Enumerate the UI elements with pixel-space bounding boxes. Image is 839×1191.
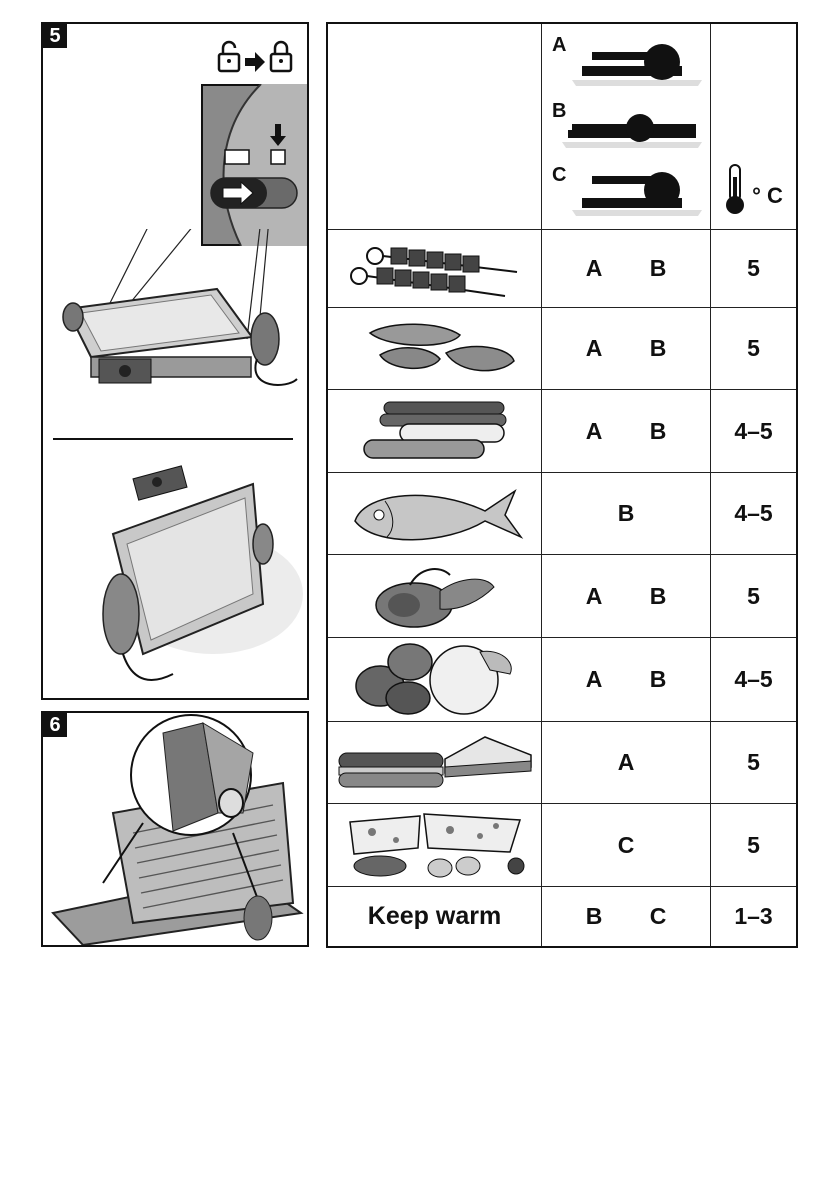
position-label-c: C bbox=[552, 164, 567, 186]
grill-open-flat-illustration bbox=[47, 229, 307, 409]
temperature-setting: 4–5 bbox=[710, 638, 796, 721]
grill-removable-plate-illustration bbox=[43, 713, 307, 945]
position-value: B bbox=[649, 255, 667, 281]
sausage-icon bbox=[360, 398, 510, 464]
header-empty-cell bbox=[328, 24, 541, 229]
divider-line bbox=[53, 438, 293, 440]
unlock-to-lock-icon bbox=[215, 40, 295, 74]
header-positions-cell bbox=[541, 24, 710, 229]
position-value: A bbox=[541, 722, 710, 803]
position-value: B bbox=[649, 582, 667, 609]
sandwich-icon bbox=[335, 733, 535, 793]
grill-settings-table bbox=[326, 22, 798, 948]
table-row bbox=[328, 389, 796, 472]
grill-position-c-icon bbox=[572, 172, 702, 216]
grill-position-b-icon bbox=[562, 108, 702, 148]
temperature-setting: 1–3 bbox=[710, 887, 796, 946]
table-row bbox=[328, 472, 796, 554]
position-value: C bbox=[649, 903, 667, 929]
position-value: A bbox=[585, 255, 603, 281]
table-row bbox=[328, 721, 796, 803]
temperature-setting: 4–5 bbox=[710, 473, 796, 554]
figure-6-panel bbox=[41, 711, 309, 947]
table-row bbox=[328, 637, 796, 721]
vegetables-icon bbox=[350, 642, 520, 718]
kebab-skewers-icon bbox=[345, 236, 525, 302]
table-row bbox=[328, 886, 796, 946]
position-label-a: A bbox=[552, 34, 567, 56]
steak-icon bbox=[350, 319, 520, 379]
position-value: B bbox=[541, 473, 710, 554]
fish-icon bbox=[345, 481, 525, 547]
table-header-row bbox=[328, 24, 796, 229]
temperature-setting: 5 bbox=[710, 230, 796, 307]
lock-slider-closeup bbox=[201, 84, 307, 246]
temperature-setting: 5 bbox=[710, 308, 796, 389]
header-temperature-cell bbox=[710, 24, 796, 229]
figure-number: 6 bbox=[43, 713, 67, 737]
grill-upright-storage-illustration bbox=[63, 454, 303, 694]
figure-5-panel bbox=[41, 22, 309, 700]
thermometer-icon bbox=[724, 163, 746, 215]
position-value: C bbox=[541, 804, 710, 886]
position-value: B bbox=[585, 903, 603, 929]
position-value: B bbox=[649, 666, 667, 692]
position-value: A bbox=[585, 417, 603, 444]
keep-warm-label: Keep warm bbox=[367, 902, 502, 930]
temperature-setting: 5 bbox=[710, 722, 796, 803]
temperature-setting: 5 bbox=[710, 804, 796, 886]
temperature-unit: ° C bbox=[752, 183, 783, 208]
temperature-setting: 4–5 bbox=[710, 390, 796, 472]
table-row bbox=[328, 554, 796, 637]
poultry-icon bbox=[370, 561, 500, 631]
figure-number: 5 bbox=[43, 24, 67, 48]
table-row bbox=[328, 803, 796, 886]
cheese-mushroom-icon bbox=[340, 808, 530, 882]
position-value: A bbox=[585, 666, 603, 692]
grill-position-a-icon bbox=[572, 42, 702, 86]
table-row bbox=[328, 229, 796, 307]
position-value: A bbox=[585, 335, 603, 361]
table-row bbox=[328, 307, 796, 389]
position-value: B bbox=[649, 335, 667, 361]
position-value: A bbox=[585, 582, 603, 609]
temperature-setting: 5 bbox=[710, 555, 796, 637]
position-value: B bbox=[649, 417, 667, 444]
position-label-b: B bbox=[552, 100, 567, 122]
